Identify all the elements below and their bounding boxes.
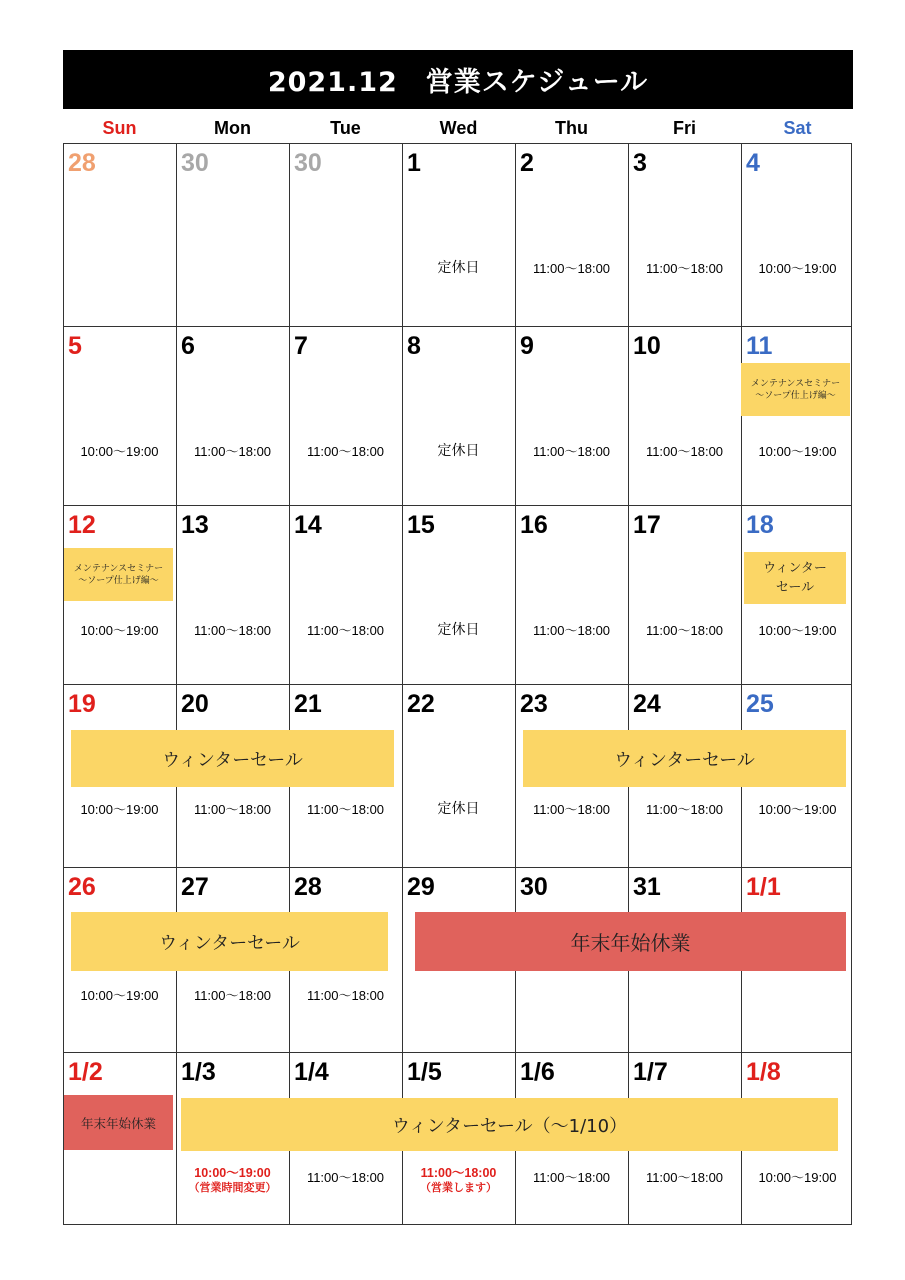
grid-row-line (63, 326, 852, 327)
day-number: 28 (294, 873, 322, 901)
changed-hours-time: 10:00〜19:00 (194, 1166, 271, 1180)
day-number: 22 (407, 690, 435, 718)
day-number: 1/5 (407, 1058, 442, 1086)
day-number: 30 (181, 149, 209, 177)
business-hours: 11:00〜18:00 (645, 623, 724, 638)
day-number: 12 (68, 511, 96, 539)
weekday-tue: Tue (330, 118, 361, 138)
seminar-band-dec-11 (741, 363, 850, 416)
grid-row-line (63, 684, 852, 685)
business-hours: 10:00〜19:00 (80, 444, 159, 459)
day-number: 1/2 (68, 1058, 103, 1086)
weekday-fri: Fri (672, 118, 696, 138)
day-number: 29 (407, 873, 435, 901)
business-hours: 11:00〜18:00 (645, 261, 724, 276)
day-number: 3 (633, 149, 647, 177)
closed-day-label: 定休日 (437, 260, 480, 276)
day-number: 1/1 (746, 873, 781, 901)
day-number: 2 (520, 149, 534, 177)
day-number: 1/4 (294, 1058, 329, 1086)
day-number: 17 (633, 511, 661, 539)
day-number: 30 (520, 873, 548, 901)
sale-band-dec-26-28: ウィンターセール (71, 912, 388, 971)
day-number: 28 (68, 149, 96, 177)
sale-line-2: セール (775, 580, 815, 595)
business-hours: 11:00〜18:00 (532, 802, 611, 817)
business-hours: 11:00〜18:00 (306, 802, 385, 817)
day-number: 26 (68, 873, 96, 901)
business-hours: 11:00〜18:00 (532, 623, 611, 638)
business-hours: 11:00〜18:00 (306, 623, 385, 638)
seminar-title: メンテナンスセミナー (750, 378, 841, 389)
day-number: 7 (294, 332, 308, 360)
weekday-sat: Sat (783, 118, 812, 138)
seminar-subtitle: 〜ソープ仕上げ編〜 (78, 575, 159, 586)
grid-row-line (63, 505, 852, 506)
weekday-wed: Wed (439, 118, 478, 138)
changed-hours-note: （営業します） (420, 1182, 497, 1194)
business-hours: 10:00〜19:00 (758, 802, 837, 817)
day-number: 1/3 (181, 1058, 216, 1086)
grid-row-line (63, 867, 852, 868)
changed-hours (402, 1166, 515, 1196)
closed-day-label: 定休日 (437, 443, 480, 459)
day-number: 6 (181, 332, 195, 360)
day-number: 13 (181, 511, 209, 539)
grid-row-line (63, 1052, 852, 1053)
business-hours: 11:00〜18:00 (645, 802, 724, 817)
day-number: 1/8 (746, 1058, 781, 1086)
business-hours: 10:00〜19:00 (80, 623, 159, 638)
holiday-band-dec-29-jan-1: 年末年始休業 (415, 912, 846, 971)
page-title: 2021.12 営業スケジュール (63, 50, 853, 109)
day-number: 31 (633, 873, 661, 901)
business-hours: 11:00〜18:00 (645, 1170, 724, 1185)
day-number: 27 (181, 873, 209, 901)
business-hours: 11:00〜18:00 (645, 444, 724, 459)
day-number: 14 (294, 511, 322, 539)
day-number: 16 (520, 511, 548, 539)
seminar-subtitle: 〜ソープ仕上げ編〜 (755, 390, 836, 401)
business-hours: 11:00〜18:00 (532, 261, 611, 276)
weekday-mon: Mon (214, 118, 251, 138)
day-number: 24 (633, 690, 661, 718)
sale-band-dec-23-25: ウィンターセール (523, 730, 846, 787)
business-hours: 11:00〜18:00 (306, 988, 385, 1003)
day-number: 1/6 (520, 1058, 555, 1086)
day-number: 15 (407, 511, 435, 539)
business-hours: 10:00〜19:00 (80, 802, 159, 817)
day-number: 21 (294, 690, 322, 718)
seminar-band-dec-12 (64, 548, 173, 601)
day-number: 30 (294, 149, 322, 177)
day-number: 23 (520, 690, 548, 718)
sale-band-dec-18 (744, 552, 846, 604)
day-number: 1 (407, 149, 421, 177)
business-hours: 10:00〜19:00 (758, 1170, 837, 1185)
business-hours: 11:00〜18:00 (306, 444, 385, 459)
day-number: 1/7 (633, 1058, 668, 1086)
business-hours: 10:00〜19:00 (758, 623, 837, 638)
sale-band-jan-3-onward: ウィンターセール（〜1/10） (181, 1098, 838, 1151)
changed-hours-note: （営業時間変更） (188, 1182, 277, 1194)
day-number: 18 (746, 511, 774, 539)
day-number: 10 (633, 332, 661, 360)
business-hours: 11:00〜18:00 (193, 802, 272, 817)
closed-day-label: 定休日 (437, 622, 480, 638)
sale-line-1: ウィンター (763, 561, 827, 576)
business-hours: 10:00〜19:00 (80, 988, 159, 1003)
day-number: 9 (520, 332, 534, 360)
business-hours: 11:00〜18:00 (193, 988, 272, 1003)
business-hours: 11:00〜18:00 (532, 444, 611, 459)
weekday-thu: Thu (555, 118, 588, 138)
changed-hours-time: 11:00〜18:00 (420, 1166, 497, 1180)
business-hours: 11:00〜18:00 (193, 623, 272, 638)
day-number: 25 (746, 690, 774, 718)
day-number: 5 (68, 332, 82, 360)
closed-day-label: 定休日 (437, 801, 480, 817)
day-number: 11 (746, 332, 773, 360)
day-number: 20 (181, 690, 209, 718)
changed-hours (176, 1166, 289, 1196)
weekday-sun: Sun (102, 118, 137, 138)
business-hours: 11:00〜18:00 (532, 1170, 611, 1185)
business-hours: 10:00〜19:00 (758, 261, 837, 276)
business-hours: 11:00〜18:00 (306, 1170, 385, 1185)
day-number: 8 (407, 332, 421, 360)
day-number: 19 (68, 690, 96, 718)
seminar-title: メンテナンスセミナー (73, 563, 164, 574)
sale-band-dec-19-21: ウィンターセール (71, 730, 394, 787)
holiday-band-jan-2: 年末年始休業 (64, 1095, 173, 1150)
day-number: 4 (746, 149, 760, 177)
business-hours: 10:00〜19:00 (758, 444, 837, 459)
business-hours: 11:00〜18:00 (193, 444, 272, 459)
